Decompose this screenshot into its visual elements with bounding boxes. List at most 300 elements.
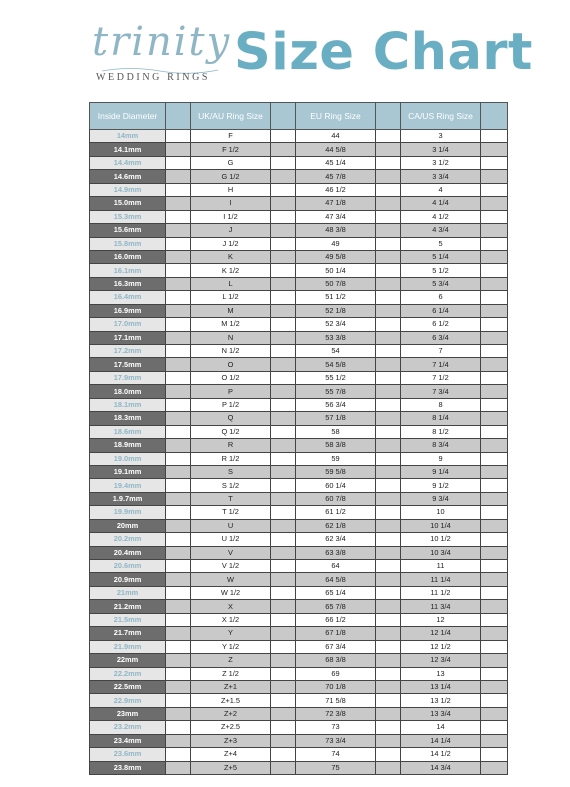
cell-inside-diameter: 20mm xyxy=(90,519,166,532)
cell-uk-au-size: I xyxy=(191,197,271,210)
cell-spacer xyxy=(376,560,401,573)
cell-eu-size: 64 xyxy=(296,560,376,573)
cell-spacer xyxy=(376,210,401,223)
cell-spacer xyxy=(271,613,296,626)
cell-spacer xyxy=(376,573,401,586)
cell-inside-diameter: 14.4mm xyxy=(90,156,166,169)
cell-uk-au-size: I 1/2 xyxy=(191,210,271,223)
cell-ca-us-size: 6 3/4 xyxy=(401,331,481,344)
cell-eu-size: 57 1/8 xyxy=(296,412,376,425)
cell-spacer xyxy=(166,707,191,720)
cell-spacer xyxy=(481,183,508,196)
cell-eu-size: 62 1/8 xyxy=(296,519,376,532)
cell-inside-diameter: 19.1mm xyxy=(90,465,166,478)
cell-uk-au-size: L 1/2 xyxy=(191,291,271,304)
cell-eu-size: 54 xyxy=(296,345,376,358)
cell-spacer xyxy=(271,748,296,761)
cell-uk-au-size: J 1/2 xyxy=(191,237,271,250)
cell-spacer xyxy=(166,680,191,693)
cell-inside-diameter: 20.9mm xyxy=(90,573,166,586)
cell-spacer xyxy=(481,452,508,465)
cell-spacer xyxy=(166,465,191,478)
cell-spacer xyxy=(166,573,191,586)
cell-spacer xyxy=(166,250,191,263)
table-row xyxy=(90,183,508,196)
cell-ca-us-size: 9 1/4 xyxy=(401,465,481,478)
cell-inside-diameter: 16.0mm xyxy=(90,250,166,263)
cell-spacer xyxy=(481,398,508,411)
cell-uk-au-size: T 1/2 xyxy=(191,506,271,519)
cell-eu-size: 62 3/4 xyxy=(296,533,376,546)
cell-inside-diameter: 21mm xyxy=(90,586,166,599)
cell-spacer xyxy=(271,398,296,411)
cell-eu-size: 59 5/8 xyxy=(296,465,376,478)
cell-eu-size: 50 7/8 xyxy=(296,277,376,290)
cell-spacer xyxy=(376,640,401,653)
cell-spacer xyxy=(166,721,191,734)
cell-uk-au-size: M 1/2 xyxy=(191,318,271,331)
cell-ca-us-size: 7 1/4 xyxy=(401,358,481,371)
cell-eu-size: 47 3/4 xyxy=(296,210,376,223)
cell-spacer xyxy=(271,385,296,398)
cell-spacer xyxy=(481,573,508,586)
cell-inside-diameter: 18.9mm xyxy=(90,439,166,452)
table-row xyxy=(90,130,508,143)
cell-spacer xyxy=(271,439,296,452)
table-row xyxy=(90,640,508,653)
cell-spacer xyxy=(376,600,401,613)
cell-ca-us-size: 11 1/4 xyxy=(401,573,481,586)
cell-eu-size: 72 3/8 xyxy=(296,707,376,720)
cell-inside-diameter: 16.3mm xyxy=(90,277,166,290)
table-row xyxy=(90,694,508,707)
cell-uk-au-size: Q xyxy=(191,412,271,425)
cell-spacer xyxy=(166,183,191,196)
cell-spacer xyxy=(481,277,508,290)
cell-uk-au-size: Z+3 xyxy=(191,734,271,747)
cell-inside-diameter: 20.2mm xyxy=(90,533,166,546)
cell-inside-diameter: 14.1mm xyxy=(90,143,166,156)
cell-spacer xyxy=(376,183,401,196)
cell-spacer xyxy=(271,707,296,720)
cell-uk-au-size: Y xyxy=(191,627,271,640)
cell-spacer xyxy=(166,425,191,438)
cell-spacer xyxy=(481,304,508,317)
cell-uk-au-size: M xyxy=(191,304,271,317)
cell-spacer xyxy=(271,761,296,774)
cell-eu-size: 75 xyxy=(296,761,376,774)
cell-spacer xyxy=(271,291,296,304)
cell-spacer xyxy=(481,425,508,438)
cell-ca-us-size: 13 1/4 xyxy=(401,680,481,693)
cell-spacer xyxy=(376,358,401,371)
cell-spacer xyxy=(376,318,401,331)
cell-spacer xyxy=(271,452,296,465)
cell-inside-diameter: 14mm xyxy=(90,130,166,143)
table-row xyxy=(90,291,508,304)
cell-spacer xyxy=(271,560,296,573)
cell-spacer xyxy=(376,506,401,519)
brand-logo-name: trinity xyxy=(92,19,232,65)
cell-ca-us-size: 5 3/4 xyxy=(401,277,481,290)
cell-uk-au-size: N 1/2 xyxy=(191,345,271,358)
cell-spacer xyxy=(166,156,191,169)
cell-inside-diameter: 19.9mm xyxy=(90,506,166,519)
cell-spacer xyxy=(166,748,191,761)
cell-spacer xyxy=(271,130,296,143)
cell-spacer xyxy=(376,479,401,492)
cell-spacer xyxy=(376,237,401,250)
cell-eu-size: 51 1/2 xyxy=(296,291,376,304)
cell-spacer xyxy=(481,533,508,546)
cell-spacer xyxy=(166,761,191,774)
cell-spacer xyxy=(376,748,401,761)
table-row xyxy=(90,398,508,411)
cell-spacer xyxy=(376,385,401,398)
cell-spacer xyxy=(271,573,296,586)
cell-ca-us-size: 4 1/4 xyxy=(401,197,481,210)
cell-inside-diameter: 14.9mm xyxy=(90,183,166,196)
table-row xyxy=(90,304,508,317)
cell-spacer xyxy=(481,600,508,613)
cell-eu-size: 58 xyxy=(296,425,376,438)
cell-eu-size: 60 1/4 xyxy=(296,479,376,492)
table-row xyxy=(90,224,508,237)
cell-spacer xyxy=(481,667,508,680)
cell-spacer xyxy=(376,170,401,183)
cell-ca-us-size: 3 1/4 xyxy=(401,143,481,156)
table-row xyxy=(90,250,508,263)
cell-uk-au-size: O 1/2 xyxy=(191,371,271,384)
cell-spacer xyxy=(271,143,296,156)
cell-inside-diameter: 23.6mm xyxy=(90,748,166,761)
cell-uk-au-size: T xyxy=(191,492,271,505)
cell-spacer xyxy=(481,264,508,277)
cell-ca-us-size: 4 xyxy=(401,183,481,196)
cell-spacer xyxy=(166,331,191,344)
cell-ca-us-size: 9 xyxy=(401,452,481,465)
cell-spacer xyxy=(376,707,401,720)
cell-spacer xyxy=(271,345,296,358)
cell-eu-size: 45 1/4 xyxy=(296,156,376,169)
header-uk-au: UK/AU Ring Size xyxy=(191,103,271,130)
cell-spacer xyxy=(271,519,296,532)
cell-ca-us-size: 7 1/2 xyxy=(401,371,481,384)
table-row xyxy=(90,492,508,505)
cell-inside-diameter: 18.0mm xyxy=(90,385,166,398)
cell-spacer xyxy=(481,331,508,344)
cell-ca-us-size: 12 1/4 xyxy=(401,627,481,640)
cell-inside-diameter: 15.6mm xyxy=(90,224,166,237)
cell-spacer xyxy=(166,546,191,559)
cell-spacer xyxy=(166,197,191,210)
cell-spacer xyxy=(481,385,508,398)
cell-uk-au-size: G 1/2 xyxy=(191,170,271,183)
cell-spacer xyxy=(271,506,296,519)
cell-spacer xyxy=(376,250,401,263)
cell-inside-diameter: 1.9.7mm xyxy=(90,492,166,505)
cell-ca-us-size: 6 1/4 xyxy=(401,304,481,317)
table-row xyxy=(90,479,508,492)
table-row xyxy=(90,210,508,223)
cell-spacer xyxy=(166,479,191,492)
cell-ca-us-size: 3 3/4 xyxy=(401,170,481,183)
table-row xyxy=(90,425,508,438)
cell-inside-diameter: 22.9mm xyxy=(90,694,166,707)
cell-inside-diameter: 23.8mm xyxy=(90,761,166,774)
cell-spacer xyxy=(481,734,508,747)
cell-uk-au-size: H xyxy=(191,183,271,196)
cell-spacer xyxy=(166,519,191,532)
table-row xyxy=(90,385,508,398)
cell-spacer xyxy=(166,371,191,384)
cell-ca-us-size: 6 1/2 xyxy=(401,318,481,331)
cell-ca-us-size: 4 3/4 xyxy=(401,224,481,237)
table-row xyxy=(90,519,508,532)
table-row xyxy=(90,707,508,720)
cell-eu-size: 60 7/8 xyxy=(296,492,376,505)
cell-eu-size: 49 xyxy=(296,237,376,250)
cell-spacer xyxy=(481,640,508,653)
cell-spacer xyxy=(271,250,296,263)
cell-uk-au-size: Z+2.5 xyxy=(191,721,271,734)
cell-inside-diameter: 17.0mm xyxy=(90,318,166,331)
cell-uk-au-size: K 1/2 xyxy=(191,264,271,277)
cell-uk-au-size: Y 1/2 xyxy=(191,640,271,653)
cell-spacer xyxy=(166,304,191,317)
cell-spacer xyxy=(376,519,401,532)
cell-inside-diameter: 21.2mm xyxy=(90,600,166,613)
cell-eu-size: 50 1/4 xyxy=(296,264,376,277)
cell-spacer xyxy=(376,761,401,774)
size-chart-table-wrap xyxy=(89,102,507,775)
cell-inside-diameter: 22mm xyxy=(90,654,166,667)
cell-uk-au-size: Z+2 xyxy=(191,707,271,720)
table-row xyxy=(90,573,508,586)
cell-uk-au-size: R 1/2 xyxy=(191,452,271,465)
cell-inside-diameter: 17.1mm xyxy=(90,331,166,344)
cell-spacer xyxy=(271,425,296,438)
cell-uk-au-size: W 1/2 xyxy=(191,586,271,599)
cell-spacer xyxy=(271,277,296,290)
cell-spacer xyxy=(481,439,508,452)
table-row xyxy=(90,156,508,169)
cell-ca-us-size: 8 xyxy=(401,398,481,411)
cell-spacer xyxy=(271,734,296,747)
cell-uk-au-size: U xyxy=(191,519,271,532)
cell-spacer xyxy=(481,318,508,331)
cell-inside-diameter: 23mm xyxy=(90,707,166,720)
cell-ca-us-size: 3 1/2 xyxy=(401,156,481,169)
cell-spacer xyxy=(271,412,296,425)
table-row xyxy=(90,600,508,613)
cell-spacer xyxy=(271,264,296,277)
cell-ca-us-size: 8 1/4 xyxy=(401,412,481,425)
cell-ca-us-size: 13 1/2 xyxy=(401,694,481,707)
cell-spacer xyxy=(376,586,401,599)
cell-spacer xyxy=(481,358,508,371)
cell-spacer xyxy=(376,224,401,237)
cell-spacer xyxy=(376,331,401,344)
cell-inside-diameter: 18.1mm xyxy=(90,398,166,411)
cell-eu-size: 53 3/8 xyxy=(296,331,376,344)
cell-ca-us-size: 13 3/4 xyxy=(401,707,481,720)
cell-spacer xyxy=(166,412,191,425)
cell-ca-us-size: 14 1/2 xyxy=(401,748,481,761)
cell-spacer xyxy=(271,627,296,640)
table-row xyxy=(90,412,508,425)
cell-inside-diameter: 17.2mm xyxy=(90,345,166,358)
cell-eu-size: 46 1/2 xyxy=(296,183,376,196)
cell-ca-us-size: 7 3/4 xyxy=(401,385,481,398)
cell-spacer xyxy=(481,237,508,250)
cell-eu-size: 73 xyxy=(296,721,376,734)
cell-ca-us-size: 12 3/4 xyxy=(401,654,481,667)
cell-inside-diameter: 23.4mm xyxy=(90,734,166,747)
header xyxy=(0,0,570,100)
header-spacer xyxy=(481,103,508,130)
header-eu: EU Ring Size xyxy=(296,103,376,130)
cell-inside-diameter: 18.6mm xyxy=(90,425,166,438)
cell-uk-au-size: R xyxy=(191,439,271,452)
table-body xyxy=(90,130,508,775)
cell-spacer xyxy=(166,345,191,358)
cell-spacer xyxy=(376,304,401,317)
cell-spacer xyxy=(271,237,296,250)
cell-spacer xyxy=(376,680,401,693)
table-row xyxy=(90,586,508,599)
cell-eu-size: 48 3/8 xyxy=(296,224,376,237)
cell-spacer xyxy=(376,452,401,465)
cell-spacer xyxy=(481,250,508,263)
cell-spacer xyxy=(376,721,401,734)
cell-eu-size: 61 1/2 xyxy=(296,506,376,519)
cell-spacer xyxy=(481,210,508,223)
cell-spacer xyxy=(271,465,296,478)
cell-eu-size: 44 xyxy=(296,130,376,143)
cell-uk-au-size: Q 1/2 xyxy=(191,425,271,438)
cell-eu-size: 56 3/4 xyxy=(296,398,376,411)
cell-spacer xyxy=(481,492,508,505)
cell-spacer xyxy=(166,667,191,680)
cell-spacer xyxy=(376,627,401,640)
cell-spacer xyxy=(376,654,401,667)
cell-eu-size: 54 5/8 xyxy=(296,358,376,371)
cell-spacer xyxy=(481,680,508,693)
table-row xyxy=(90,452,508,465)
cell-eu-size: 55 1/2 xyxy=(296,371,376,384)
cell-spacer xyxy=(271,331,296,344)
cell-spacer xyxy=(481,546,508,559)
cell-spacer xyxy=(271,667,296,680)
table-row xyxy=(90,264,508,277)
cell-inside-diameter: 19.4mm xyxy=(90,479,166,492)
cell-eu-size: 71 5/8 xyxy=(296,694,376,707)
cell-spacer xyxy=(481,291,508,304)
cell-spacer xyxy=(481,761,508,774)
cell-spacer xyxy=(271,156,296,169)
cell-spacer xyxy=(481,627,508,640)
cell-spacer xyxy=(166,264,191,277)
cell-inside-diameter: 16.4mm xyxy=(90,291,166,304)
cell-spacer xyxy=(166,277,191,290)
cell-spacer xyxy=(271,224,296,237)
cell-spacer xyxy=(481,560,508,573)
cell-ca-us-size: 8 1/2 xyxy=(401,425,481,438)
cell-spacer xyxy=(166,237,191,250)
cell-spacer xyxy=(271,694,296,707)
header-spacer xyxy=(376,103,401,130)
cell-spacer xyxy=(376,371,401,384)
cell-eu-size: 65 7/8 xyxy=(296,600,376,613)
cell-uk-au-size: W xyxy=(191,573,271,586)
cell-spacer xyxy=(376,734,401,747)
cell-spacer xyxy=(271,183,296,196)
cell-spacer xyxy=(376,465,401,478)
cell-spacer xyxy=(376,345,401,358)
cell-spacer xyxy=(166,143,191,156)
table-row xyxy=(90,371,508,384)
header-ca-us: CA/US Ring Size xyxy=(401,103,481,130)
cell-ca-us-size: 6 xyxy=(401,291,481,304)
size-chart-table xyxy=(89,102,508,775)
cell-spacer xyxy=(166,533,191,546)
cell-spacer xyxy=(166,694,191,707)
cell-spacer xyxy=(271,492,296,505)
header-spacer xyxy=(166,103,191,130)
cell-uk-au-size: Z+5 xyxy=(191,761,271,774)
cell-spacer xyxy=(481,143,508,156)
cell-ca-us-size: 12 xyxy=(401,613,481,626)
cell-spacer xyxy=(481,586,508,599)
cell-uk-au-size: Z+1.5 xyxy=(191,694,271,707)
cell-spacer xyxy=(166,600,191,613)
cell-inside-diameter: 21.5mm xyxy=(90,613,166,626)
table-header-row xyxy=(90,103,508,130)
cell-uk-au-size: X 1/2 xyxy=(191,613,271,626)
cell-spacer xyxy=(166,170,191,183)
cell-inside-diameter: 18.3mm xyxy=(90,412,166,425)
cell-spacer xyxy=(481,130,508,143)
cell-uk-au-size: V xyxy=(191,546,271,559)
cell-spacer xyxy=(481,345,508,358)
cell-eu-size: 67 1/8 xyxy=(296,627,376,640)
cell-uk-au-size: S xyxy=(191,465,271,478)
cell-uk-au-size: Z+4 xyxy=(191,748,271,761)
cell-ca-us-size: 5 1/2 xyxy=(401,264,481,277)
table-row xyxy=(90,465,508,478)
table-row xyxy=(90,197,508,210)
cell-eu-size: 67 3/4 xyxy=(296,640,376,653)
cell-spacer xyxy=(166,224,191,237)
cell-ca-us-size: 5 1/4 xyxy=(401,250,481,263)
cell-uk-au-size: Z xyxy=(191,654,271,667)
cell-eu-size: 52 3/4 xyxy=(296,318,376,331)
cell-ca-us-size: 13 xyxy=(401,667,481,680)
cell-spacer xyxy=(271,197,296,210)
cell-spacer xyxy=(481,479,508,492)
cell-spacer xyxy=(271,318,296,331)
table-row xyxy=(90,439,508,452)
cell-uk-au-size: G xyxy=(191,156,271,169)
cell-uk-au-size: S 1/2 xyxy=(191,479,271,492)
cell-spacer xyxy=(166,385,191,398)
cell-eu-size: 52 1/8 xyxy=(296,304,376,317)
cell-spacer xyxy=(376,694,401,707)
cell-eu-size: 68 3/8 xyxy=(296,654,376,667)
cell-ca-us-size: 10 3/4 xyxy=(401,546,481,559)
cell-spacer xyxy=(376,412,401,425)
